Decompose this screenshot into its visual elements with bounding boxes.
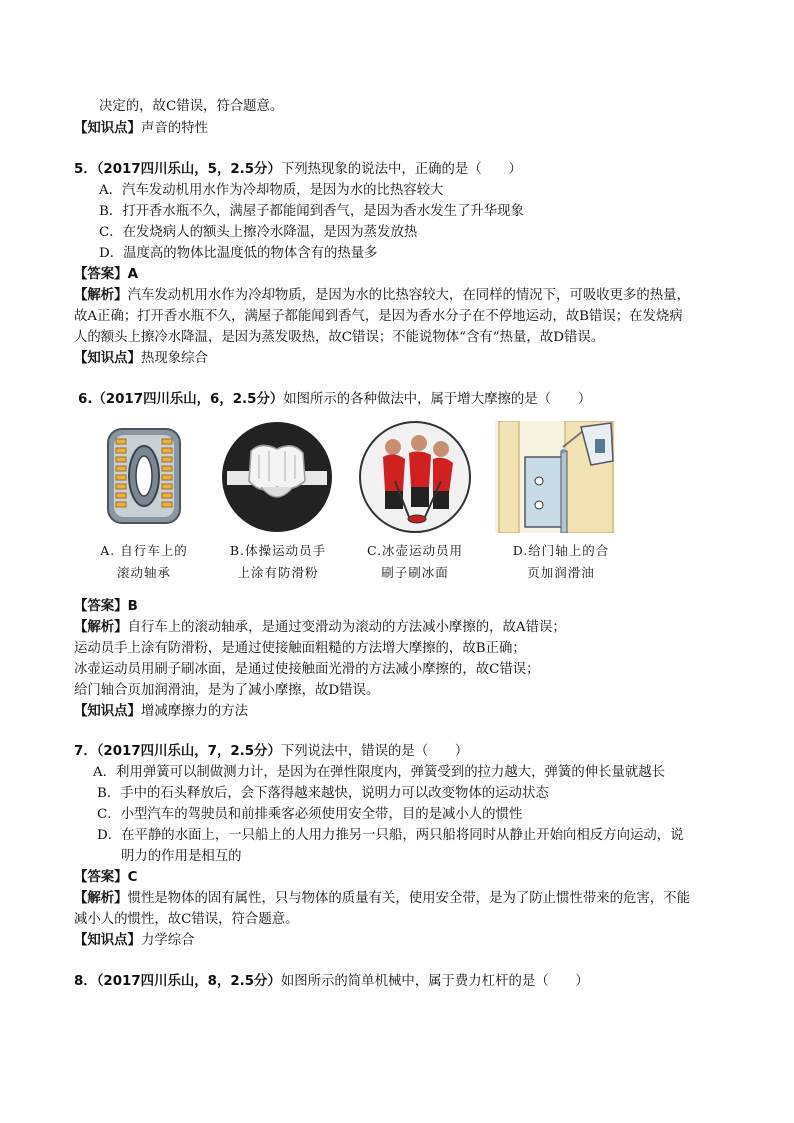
caption-a-line-1: A. 自行车上的 bbox=[100, 543, 188, 558]
q7-analysis-line-1 bbox=[74, 889, 690, 909]
q7-knowledge-point bbox=[74, 931, 195, 951]
knowledge-text: 力学综合 bbox=[140, 933, 195, 948]
question-source: （2017四川乐山，5，2.5分） bbox=[96, 162, 281, 177]
analysis-tag: 【解析】 bbox=[74, 288, 128, 303]
question-number: 8． bbox=[74, 974, 97, 989]
q7-option-b: B．手中的石头释放后，会下落得越来越快，说明力可以改变物体的运动状态 bbox=[97, 786, 549, 801]
q6-analysis-line-4: 给门轴合页加润滑油，是为了减小摩擦，故D错误。 bbox=[74, 683, 380, 698]
q6-knowledge-point bbox=[74, 702, 248, 722]
q7-analysis-line-2: 减小人的惯性，故C错误，符合题意。 bbox=[74, 912, 299, 927]
question-6-stem bbox=[78, 390, 591, 410]
q5-option-a: A．汽车发动机用水作为冷却物质，是因为水的比热容较大 bbox=[99, 183, 444, 198]
question-source: （2017四川乐山，7，2.5分） bbox=[96, 744, 281, 759]
analysis-tag: 【解析】 bbox=[74, 620, 128, 635]
bearing-illustration bbox=[98, 421, 188, 531]
analysis-text: 惯性是物体的固有属性，只与物体的质量有关，使用安全带，是为了防止惯性带来的危害，不能 bbox=[127, 891, 690, 906]
knowledge-tag: 【知识点】 bbox=[74, 121, 141, 136]
q7-option-d-cont: 明力的作用是相互的 bbox=[121, 849, 242, 864]
q5-analysis-line-2: 故A正确；打开香水瓶不久，满屋子都能闻到香气，是因为香水分子在不停地运动，故B错误；在发烧病 bbox=[74, 309, 683, 324]
prev-knowledge-point bbox=[74, 119, 208, 139]
q5-analysis-line-3: 人的额头上擦冷水降温，是因为蒸发吸热，故C错误；不能说物体“含有”热量，故D错误。 bbox=[74, 330, 605, 345]
answer-value: B bbox=[127, 599, 138, 614]
q6-analysis-line-3: 冰壶运动员用刷子刷冰面，是通过使接触面光滑的方法减小摩擦的，故C错误； bbox=[74, 662, 540, 677]
question-text: 如图所示的简单机械中，属于费力杠杆的是（ ） bbox=[280, 974, 589, 989]
knowledge-tag: 【知识点】 bbox=[74, 933, 141, 948]
question-5-stem bbox=[74, 160, 522, 180]
q5-option-d: D．温度高的物体比温度低的物体含有的热量多 bbox=[99, 246, 378, 261]
caption-c-line-2: 刷子刷冰面 bbox=[381, 565, 449, 580]
question-source: （2017四川乐山，8，2.5分） bbox=[96, 974, 281, 989]
question-number: 7． bbox=[74, 744, 97, 759]
q7-option-d: D．在平静的水面上，一只船上的人用力推另一只船，两只船将同时从静止开始向相反方向运动，说 bbox=[97, 828, 684, 843]
q6-analysis-line-1 bbox=[74, 618, 566, 638]
caption-d bbox=[503, 540, 619, 584]
answer-value: A bbox=[127, 267, 138, 282]
caption-b bbox=[220, 540, 336, 584]
question-number: 6. bbox=[78, 392, 93, 407]
q6-analysis-line-2: 运动员手上涂有防滑粉，是通过使接触面粗糙的方法增大摩擦的，故B正确； bbox=[74, 641, 526, 656]
answer-tag: 【答案】 bbox=[74, 267, 128, 282]
question-text: 下列热现象的说法中，正确的是（ ） bbox=[280, 162, 522, 177]
q7-option-a: A．利用弹簧可以制做测力计，是因为在弹性限度内，弹簧受到的拉力越大，弹簧的伸长量就越长 bbox=[93, 765, 666, 780]
answer-tag: 【答案】 bbox=[74, 870, 128, 885]
caption-a bbox=[86, 540, 202, 584]
door-hinge-illustration bbox=[495, 421, 615, 533]
knowledge-text: 热现象综合 bbox=[140, 351, 208, 366]
caption-c-line-1: C.冰壶运动员用 bbox=[366, 543, 464, 558]
question-8-stem bbox=[74, 972, 589, 992]
knowledge-tag: 【知识点】 bbox=[74, 704, 141, 719]
answer-value: C bbox=[127, 870, 138, 885]
curling-athletes-illustration bbox=[359, 421, 471, 533]
caption-b-line-1: B.体操运动员手 bbox=[229, 543, 327, 558]
analysis-text: 自行车上的滚动轴承，是通过变滑动为滚动的方法减小摩擦的，故A错误； bbox=[127, 620, 566, 635]
knowledge-text: 增减摩擦力的方法 bbox=[140, 704, 249, 719]
question-text: 下列说法中，错误的是（ ） bbox=[280, 744, 469, 759]
knowledge-text: 声音的特性 bbox=[140, 121, 208, 136]
q5-knowledge-point bbox=[74, 349, 208, 369]
question-number: 5． bbox=[74, 162, 97, 177]
caption-d-line-1: D.给门轴上的合 bbox=[512, 543, 610, 558]
q7-option-c: C．小型汽车的驾驶员和前排乘客必须使用安全带，目的是减小人的惯性 bbox=[97, 807, 523, 822]
caption-c bbox=[357, 540, 473, 584]
q6-answer bbox=[74, 597, 138, 617]
gymnast-hands-illustration bbox=[221, 421, 333, 533]
q7-answer bbox=[74, 868, 137, 888]
prev-analysis-line: 决定的，故C错误，符合题意。 bbox=[99, 99, 284, 114]
q5-option-c: C．在发烧病人的额头上擦冷水降温，是因为蒸发放热 bbox=[99, 225, 418, 240]
caption-d-line-2: 页加润滑油 bbox=[527, 565, 595, 580]
caption-a-line-2: 滚动轴承 bbox=[116, 565, 171, 580]
answer-tag: 【答案】 bbox=[74, 599, 128, 614]
question-source: （2017四川乐山，6，2.5分） bbox=[92, 392, 284, 407]
knowledge-tag: 【知识点】 bbox=[74, 351, 141, 366]
analysis-tag: 【解析】 bbox=[74, 891, 128, 906]
question-7-stem bbox=[74, 742, 468, 762]
caption-b-line-2: 上涂有防滑粉 bbox=[237, 565, 319, 580]
q5-analysis-line-1 bbox=[74, 286, 690, 306]
q5-answer bbox=[74, 265, 138, 285]
analysis-text: 汽车发动机用水作为冷却物质，是因为水的比热容较大，在同样的情况下，可吸收更多的热量， bbox=[127, 288, 690, 303]
question-text: 如图所示的各种做法中，属于增大摩擦的是（ ） bbox=[283, 392, 592, 407]
q5-option-b: B．打开香水瓶不久，满屋子都能闻到香气，是因为香水发生了升华现象 bbox=[99, 204, 524, 219]
